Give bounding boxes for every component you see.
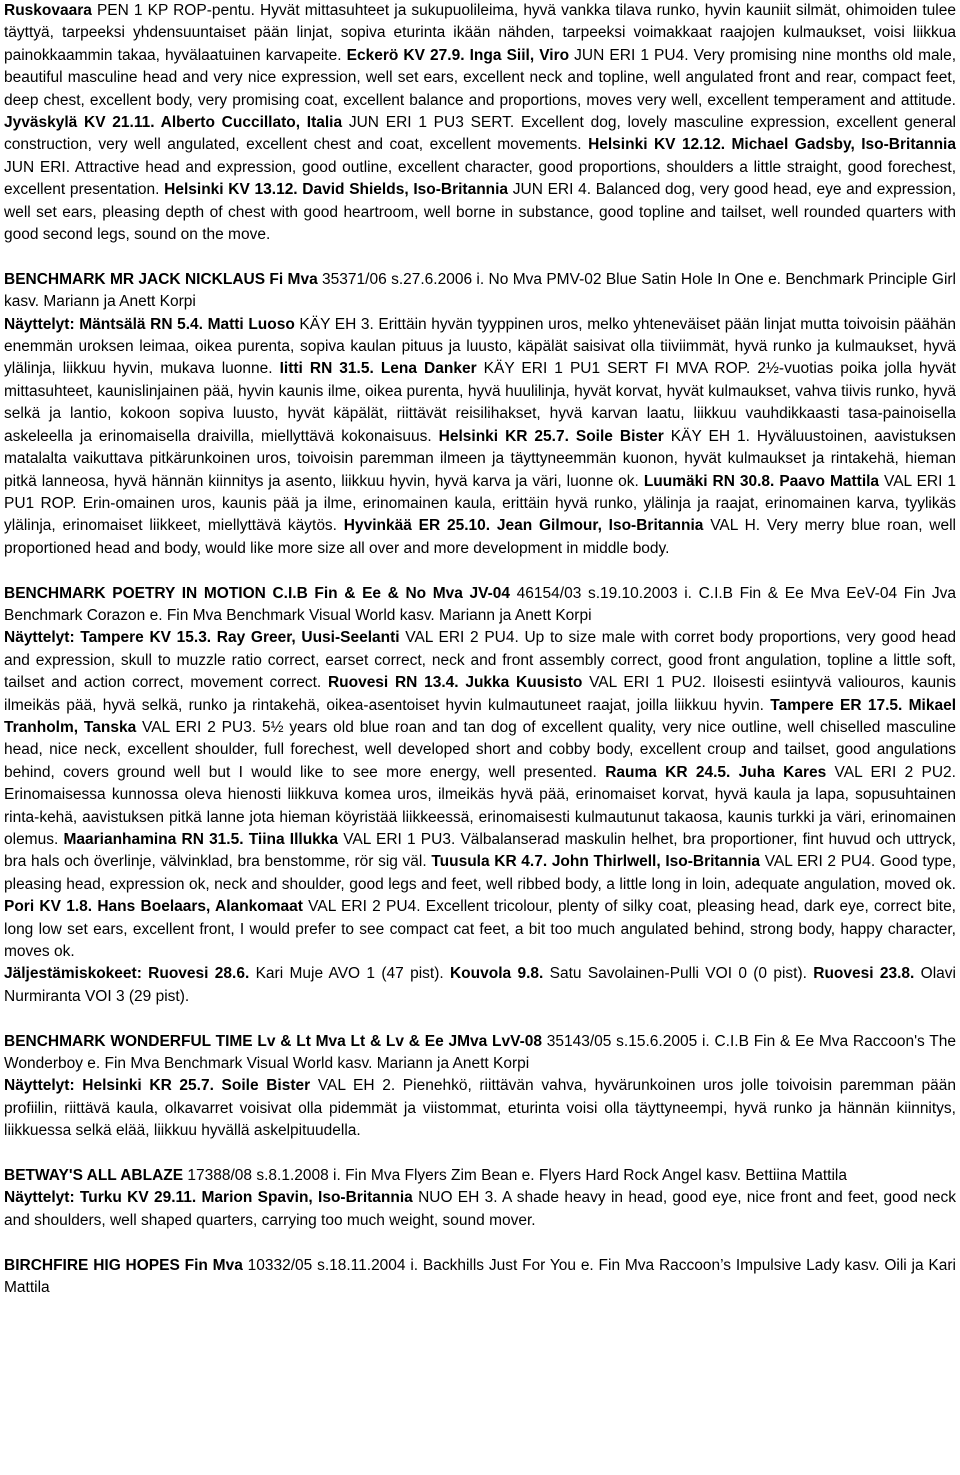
text-run: VAL ERI 1 PU2. Iloisesti esiintyvä valiouros, kaunis ilmeikäs pää, hyvä selkä, runko ja rintakehä, oikea-asentoiset hyvin kulmautuneet raajat, joilla liikkuu hyvin.: [4, 674, 956, 714]
bold-text-run: Jyväskylä KV 21.11. Alberto Cuccillato, Italia: [4, 114, 343, 132]
bold-text-run: Rauma KR 24.5. Juha Kares: [605, 763, 827, 781]
bold-text-run: Ruovesi 23.8.: [813, 965, 915, 983]
text-run: JUN ERI 1 PU4. Very promising nine months old male, beautiful masculine head and very nice expression, well set ears, excellent neck and topline, well angulated front and rear, compact feet, deep chest, excellent body, very promising coat, excellent balance and proportions, moves very well, excellent temperament and attitude.: [4, 46, 957, 109]
paragraph-spacer: [4, 1143, 956, 1165]
text-run: JUN ERI 4. Balanced dog, very good head, eye and expression, well set ears, pleasing depth of chest with good heartroom, well borne in substance, good topline and tailset, well rounded quarters with good second legs, sound on the move.: [4, 181, 956, 244]
bold-text-run: Helsinki KV 12.12. Michael Gadsby, Iso-Britannia: [588, 136, 956, 154]
text-run: Olavi Nurmiranta VOI 3 (29 pist).: [4, 965, 956, 1005]
bold-text-run: Helsinki KV 13.12. David Shields, Iso-Britannia: [164, 181, 509, 199]
paragraph-spacer: [4, 1232, 956, 1254]
text-run: VAL H. Very merry blue roan, well proportioned head and body, would like more size all over and more development in middle body.: [4, 517, 956, 557]
text-run: JUN ERI. Attractive head and expression, good outline, excellent character, good proportions, shoulders a little straight, good forechest, excellent presentation.: [4, 158, 956, 199]
text-run: VAL ERI 2 PU2. Erinomaisessa kunnossa oleva hienosti liikkuva komea uros, ilmeikäs hyvä pää, erinomaiset korvat, hyvä kaula ja lapa, sopusuhtainen rinta-kehä, aavistuksen pitkä lanne jota hieman köyristää liikkeessä, erinomaisesti kulmautunut takaosa, kaunis turkki ja väri, erinomainen olemus.: [4, 763, 956, 848]
bold-text-run: Näyttelyt: Turku KV 29.11. Marion Spavin, Iso-Britannia: [4, 1189, 413, 1207]
bold-text-run: Ruovesi RN 13.4. Jukka Kuusisto: [327, 674, 583, 692]
bold-text-run: Näyttelyt: Mäntsälä RN 5.4. Matti Luoso: [4, 315, 295, 333]
text-run: NUO EH 3. A shade heavy in head, good eye, nice front and feet, good neck and shoulders, well shaped quarters, carrying too much weight, sound mover.: [4, 1189, 956, 1229]
bold-text-run: Helsinki KR 25.7. Soile Bister: [438, 427, 664, 445]
text-run: VAL ERI 1 PU1 ROP. Erin-omainen uros, kaunis pää ja ilme, erinomainen kaula, erittäin hyvä runko, ylälinja ja raajat, erinomainen karva, tyylikäs ylälinja, erinomaiset liikkeet, miellyttävä käytös.: [4, 472, 957, 535]
text-run: PEN 1 KP ROP-pentu. Hyvät mittasuhteet ja sukupuolileima, hyvä vankka tilava runko, hyvin kauniit silmät, ohimoiden tulee täyttyä, tarpeeksi yhdensuuntaiset pään linjat, sopiva eturinta ikään nähden, tarpeeksi voimakkaat raajojen kulmaukset, voisi liikkua painokkaammin takaa, hyvälaatuinen karvapeite.: [4, 2, 956, 64]
text-run: VAL ERI 2 PU4. Good type, pleasing head, expression ok, neck and shoulder, good legs and feet, well ribbed body, a little long in loin, adequate angulation, moved ok.: [4, 853, 956, 893]
text-run: VAL ERI 2 PU4. Excellent tricolour, plenty of silky coat, pleasing head, dark eye, correct bite, long low set ears, excellent front, I would prefer to see compact cat feet, a bit too much angulated behind, strong body, happy character, moves ok.: [4, 898, 956, 961]
bold-text-run: Jäljestämiskokeet: Ruovesi 28.6.: [4, 965, 250, 983]
paragraph-spacer: [4, 246, 956, 268]
text-run: 17388/08 s.8.1.2008 i. Fin Mva Flyers Zim Bean e. Flyers Hard Rock Angel kasv. Bettiina Mattila: [183, 1167, 847, 1185]
text-run: Satu Savolainen-Pulli VOI 0 (0 pist).: [543, 965, 814, 983]
bold-text-run: Näyttelyt: Helsinki KR 25.7. Soile Bister: [4, 1077, 311, 1095]
text-run: VAL ERI 2 PU3. 5½ years old blue roan and tan dog of excellent quality, very nice outline, well chiselled masculine head, nice neck, excellent shoulder, full forechest, well developed short and cobby body, excellent croup and tailset, good angulations behind, covers ground well but I would like to see more energy, well presented.: [4, 718, 956, 781]
text-run: JUN ERI 1 PU3 SERT. Excellent dog, lovely masculine expression, excellent general construction, very well angulated, excellent chest and coat, excellent movements.: [4, 114, 957, 154]
bold-text-run: BENCHMARK POETRY IN MOTION C.I.B Fin & Ee & No Mva JV-04: [4, 584, 511, 602]
bold-text-run: Näyttelyt: Tampere KV 15.3. Ray Greer, Uusi-Seelanti: [4, 629, 400, 647]
bold-text-run: Tampere ER 17.5. Mikael Tranholm, Tanska: [4, 696, 956, 736]
text-run: 35371/06 s.27.6.2006 i. No Mva PMV-02 Blue Satin Hole In One e. Benchmark Principle Girl kasv. Mariann ja Anett Korpi: [4, 270, 957, 311]
text-run: Kari Muje AVO 1 (47 pist).: [249, 965, 450, 983]
bold-text-run: BENCHMARK MR JACK NICKLAUS Fi Mva: [4, 270, 318, 288]
text-run: KÄY EH 1. Hyväluustoinen, aavistuksen matalalta vaikuttava pitkärunkoinen uros, toivoisin paremman ilmeen ja täyttyneemmän kuonon, hyvät kulmaukset ja rintakehä, hieman pitkä lanneosa, hyvä hännän kiinnitys ja asento, liikkuu hyvin, hyvä karva ja väri, luonne ok.: [4, 427, 956, 490]
text-run: VAL EH 2. Pienehkö, riittävän vahva, hyvärunkoinen uros jolle toivoisin paremman pään profiilin, riittävä kaula, olkavarret voisivat olla pidemmät ja viistommat, eturinta voisi olla täyttyneempi, hyvä runko ja hännän kiinnitys, liikkuessa selkä elää, liikkuu hyvällä askelpituudella.: [4, 1077, 957, 1140]
text-run: 35143/05 s.15.6.2005 i. C.I.B Fin & Ee Mva Raccoon's The Wonderboy e. Fin Mva Benchmark Visual World kasv. Mariann ja Anett Korpi: [4, 1032, 956, 1073]
bold-text-run: BENCHMARK WONDERFUL TIME Lv & Lt Mva Lt & Lv & Ee JMva LvV-08: [4, 1032, 542, 1050]
text-run: KÄY ERI 1 PU1 SERT FI MVA ROP. 2½-vuotias poika jolla hyvät mittasuhteet, kaunislinjainen pää, hyvin kaunis ilme, oikea purenta, hyvä huulilinja, hyvät korvat, hyvät kulmaukset, vahva tiivis runko, hyvä selkä ja lantio, kokoon sopiva luusto, hyvät käpälät, riittävät reisilihakset, hyvä karvan laatu, liikkuu vauhdikkaasti tasa-painoisella askeleella ja erinomaisella draivilla, miellyttävä kokonaisuus.: [4, 360, 956, 445]
bold-text-run: Kouvola 9.8.: [449, 965, 544, 983]
entry-benchmark-wonderful-time: [4, 1031, 956, 1143]
bold-text-run: Ruskovaara: [4, 2, 92, 19]
entry-ruskovaara: [4, 0, 956, 246]
entry-benchmark-mr-jack-nicklaus: [4, 269, 956, 560]
entry-betways-all-ablaze: [4, 1165, 956, 1232]
bold-text-run: Iitti RN 31.5. Lena Danker: [279, 360, 477, 378]
text-run: 46154/03 s.19.10.2003 i. C.I.B Fin & Ee Mva EeV-04 Fin Jva Benchmark Corazon e. Fin Mva Benchmark Visual World kasv. Mariann ja Anett Korpi: [4, 584, 956, 624]
paragraph-spacer: [4, 560, 956, 582]
bold-text-run: Hyvinkää ER 25.10. Jean Gilmour, Iso-Britannia: [343, 517, 704, 535]
entry-birchfire-hig-hopes: [4, 1255, 956, 1300]
text-run: KÄY EH 3. Erittäin hyvän tyyppinen uros, melko yhteneväiset pään linjat mutta toivoisin päähän enemmän uroksen leimaa, oikea purenta, sopiva kaulan pituus ja luusto, käpälät saisivat olla tiiviimmät, hyvä runko ja kulmaukset, hyvä ylälinja, liikkuu hyvin, mukava luonne.: [4, 315, 956, 378]
bold-text-run: BIRCHFIRE HIG HOPES Fin Mva: [4, 1256, 243, 1274]
bold-text-run: Maarianhamina RN 31.5. Tiina Illukka: [63, 831, 339, 848]
text-run: VAL ERI 2 PU4. Up to size male with corret body proportions, very good head and expression, skull to muzzle ratio correct, earset correct, neck and front assembly correct, good front angulation, topline a little soft, tailset and action correct, movement correct.: [4, 629, 956, 692]
entry-benchmark-poetry-in-motion: [4, 583, 956, 1009]
text-run: 10332/05 s.18.11.2004 i. Backhills Just For You e. Fin Mva Raccoon’s Impulsive Lady kasv. Oili ja Kari Mattila: [4, 1256, 956, 1297]
bold-text-run: Luumäki RN 30.8. Paavo Mattila: [643, 472, 880, 490]
text-run: VAL ERI 1 PU3. Välbalanserad maskulin helhet, bra proportioner, fint huvud och uttryck, bra hals och överlinje, välvinklad, bra benstomme, rör sig väl.: [4, 831, 956, 871]
bold-text-run: Eckerö KV 27.9. Inga Siil, Viro: [346, 46, 570, 64]
bold-text-run: Pori KV 1.8. Hans Boelaars, Alankomaat: [4, 898, 303, 916]
bold-text-run: BETWAY'S ALL ABLAZE: [4, 1167, 184, 1185]
bold-text-run: Tuusula KR 4.7. John Thirlwell, Iso-Britannia: [431, 853, 761, 871]
paragraph-spacer: [4, 1008, 956, 1030]
